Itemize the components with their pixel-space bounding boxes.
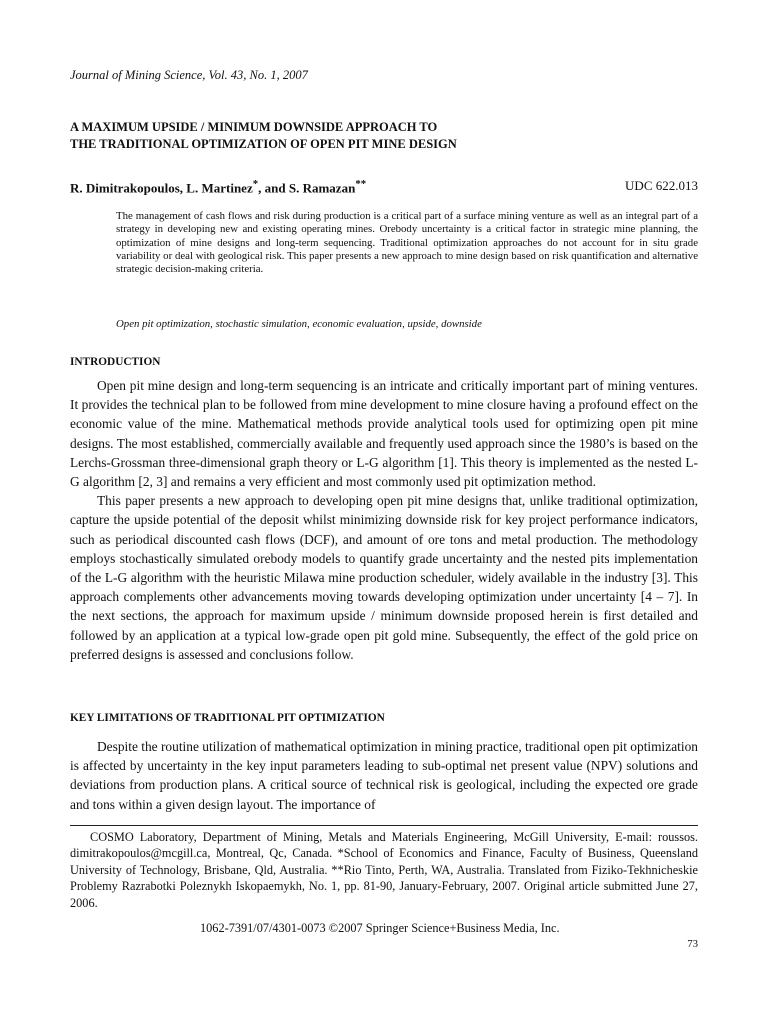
author-names xyxy=(70,178,366,196)
author-2-mark: ** xyxy=(355,178,367,190)
udc-code: UDC 622.013 xyxy=(625,178,698,193)
title-line-1: A MAXIMUM UPSIDE / MINIMUM DOWNSIDE APPROACH TO xyxy=(70,120,438,134)
author-1: R. Dimitrakopoulos, L. Martinez xyxy=(70,180,253,196)
issn-copyright: 1062-7391/07/4301-0073 ©2007 Springer Science+Business Media, Inc. xyxy=(200,921,560,935)
introduction-body xyxy=(70,376,698,664)
author-line xyxy=(70,178,698,196)
keywords: Open pit optimization, stochastic simulation, economic evaluation, upside, downside xyxy=(116,318,482,330)
paragraph: This paper presents a new approach to developing open pit mine designs that, unlike traditional optimization, capture the upside potential of the deposit whilst minimizing downside risk for key project performance indicators, such as periodical discounted cash flows (DCF), and amount of ore tons and metal production. The methodology employs stochastically simulated orebody models to quantify grade uncertainty and the nested pits implementation of the L-G algorithm with the heuristic Milawa mine production scheduler, widely available in the industry [3]. This approach complements other advancements moving towards developing optimization under uncertainty [4 – 7]. In the next sections, the approach for maximum upside / minimum downside proposed herein is first detailed and followed by an application at a typical low-grade open pit gold mine. Subsequently, the effect of the gold price on preferred designs is assessed and conclusions follow. xyxy=(70,493,698,662)
key-limitations-body xyxy=(70,737,698,814)
author-1-mark: * xyxy=(252,178,259,190)
journal-citation: Journal of Mining Science, Vol. 43, No. 1, 2007 xyxy=(70,68,308,82)
page-number: 73 xyxy=(687,938,698,950)
author-2: , and S. Ramazan xyxy=(258,180,356,196)
footnote: COSMO Laboratory, Department of Mining, Metals and Materials Engineering, McGill University, E-mail: roussos. dimitrakopoulos@mcgill.ca, Montreal, Qc, Canada. *School of Economics and Finance, Faculty of Business, Queensland University of Technology, Brisbane, Qld, Australia. **Rio Tinto, Perth, WA, Australia. Translated from Fiziko-Tekhnicheskie Problemy Razrabotki Poleznykh Iskopaemykh, No. 1, pp. 81-90, January-February, 2007. Original article submitted June 27, 2006. xyxy=(70,830,698,910)
abstract: The management of cash flows and risk during production is a critical part of a surface mining venture as well as an integral part of a strategy in developing new and existing operating mines. Orebody uncertainty is a critical factor in strategic mine planning, the optimization of mine designs and long-term sequencing. Traditional optimization approaches do not account for in situ grade variability or deal with geological risk. This paper presents a new approach to mine design based on risk quantification and alternative strategic decision-making criteria. xyxy=(116,210,698,276)
paper-title xyxy=(70,119,457,153)
section-heading-key-limitations: KEY LIMITATIONS OF TRADITIONAL PIT OPTIMIZATION xyxy=(70,712,385,724)
paragraph: Open pit mine design and long-term sequencing is an intricate and critically important part of mining ventures. It provides the technical plan to be followed from mine development to mine closure having a profound effect on the economic value of the mine. Mathematical methods provide analytical tools used for optimizing open pit mine designs. The most established, commercially available and frequently used approach since the 1980’s is based on the Lerchs-Grossman three-dimensional graph theory or L-G algorithm [1]. This theory is implemented as the nested L-G algorithm [2, 3] and remains a very efficient and most commonly used pit optimization method. xyxy=(70,378,698,490)
footnote-divider xyxy=(70,825,698,826)
title-line-2: THE TRADITIONAL OPTIMIZATION OF OPEN PIT MINE DESIGN xyxy=(70,137,457,151)
section-heading-introduction: INTRODUCTION xyxy=(70,356,161,368)
paragraph: Despite the routine utilization of mathematical optimization in mining practice, traditional open pit optimization is affected by uncertainty in the key input parameters leading to sub-optimal net present value (NPV) solutions and deviations from production plans. A critical source of technical risk is geological, including the expected ore grade and tons within a given design layout. The importance of xyxy=(70,739,698,812)
